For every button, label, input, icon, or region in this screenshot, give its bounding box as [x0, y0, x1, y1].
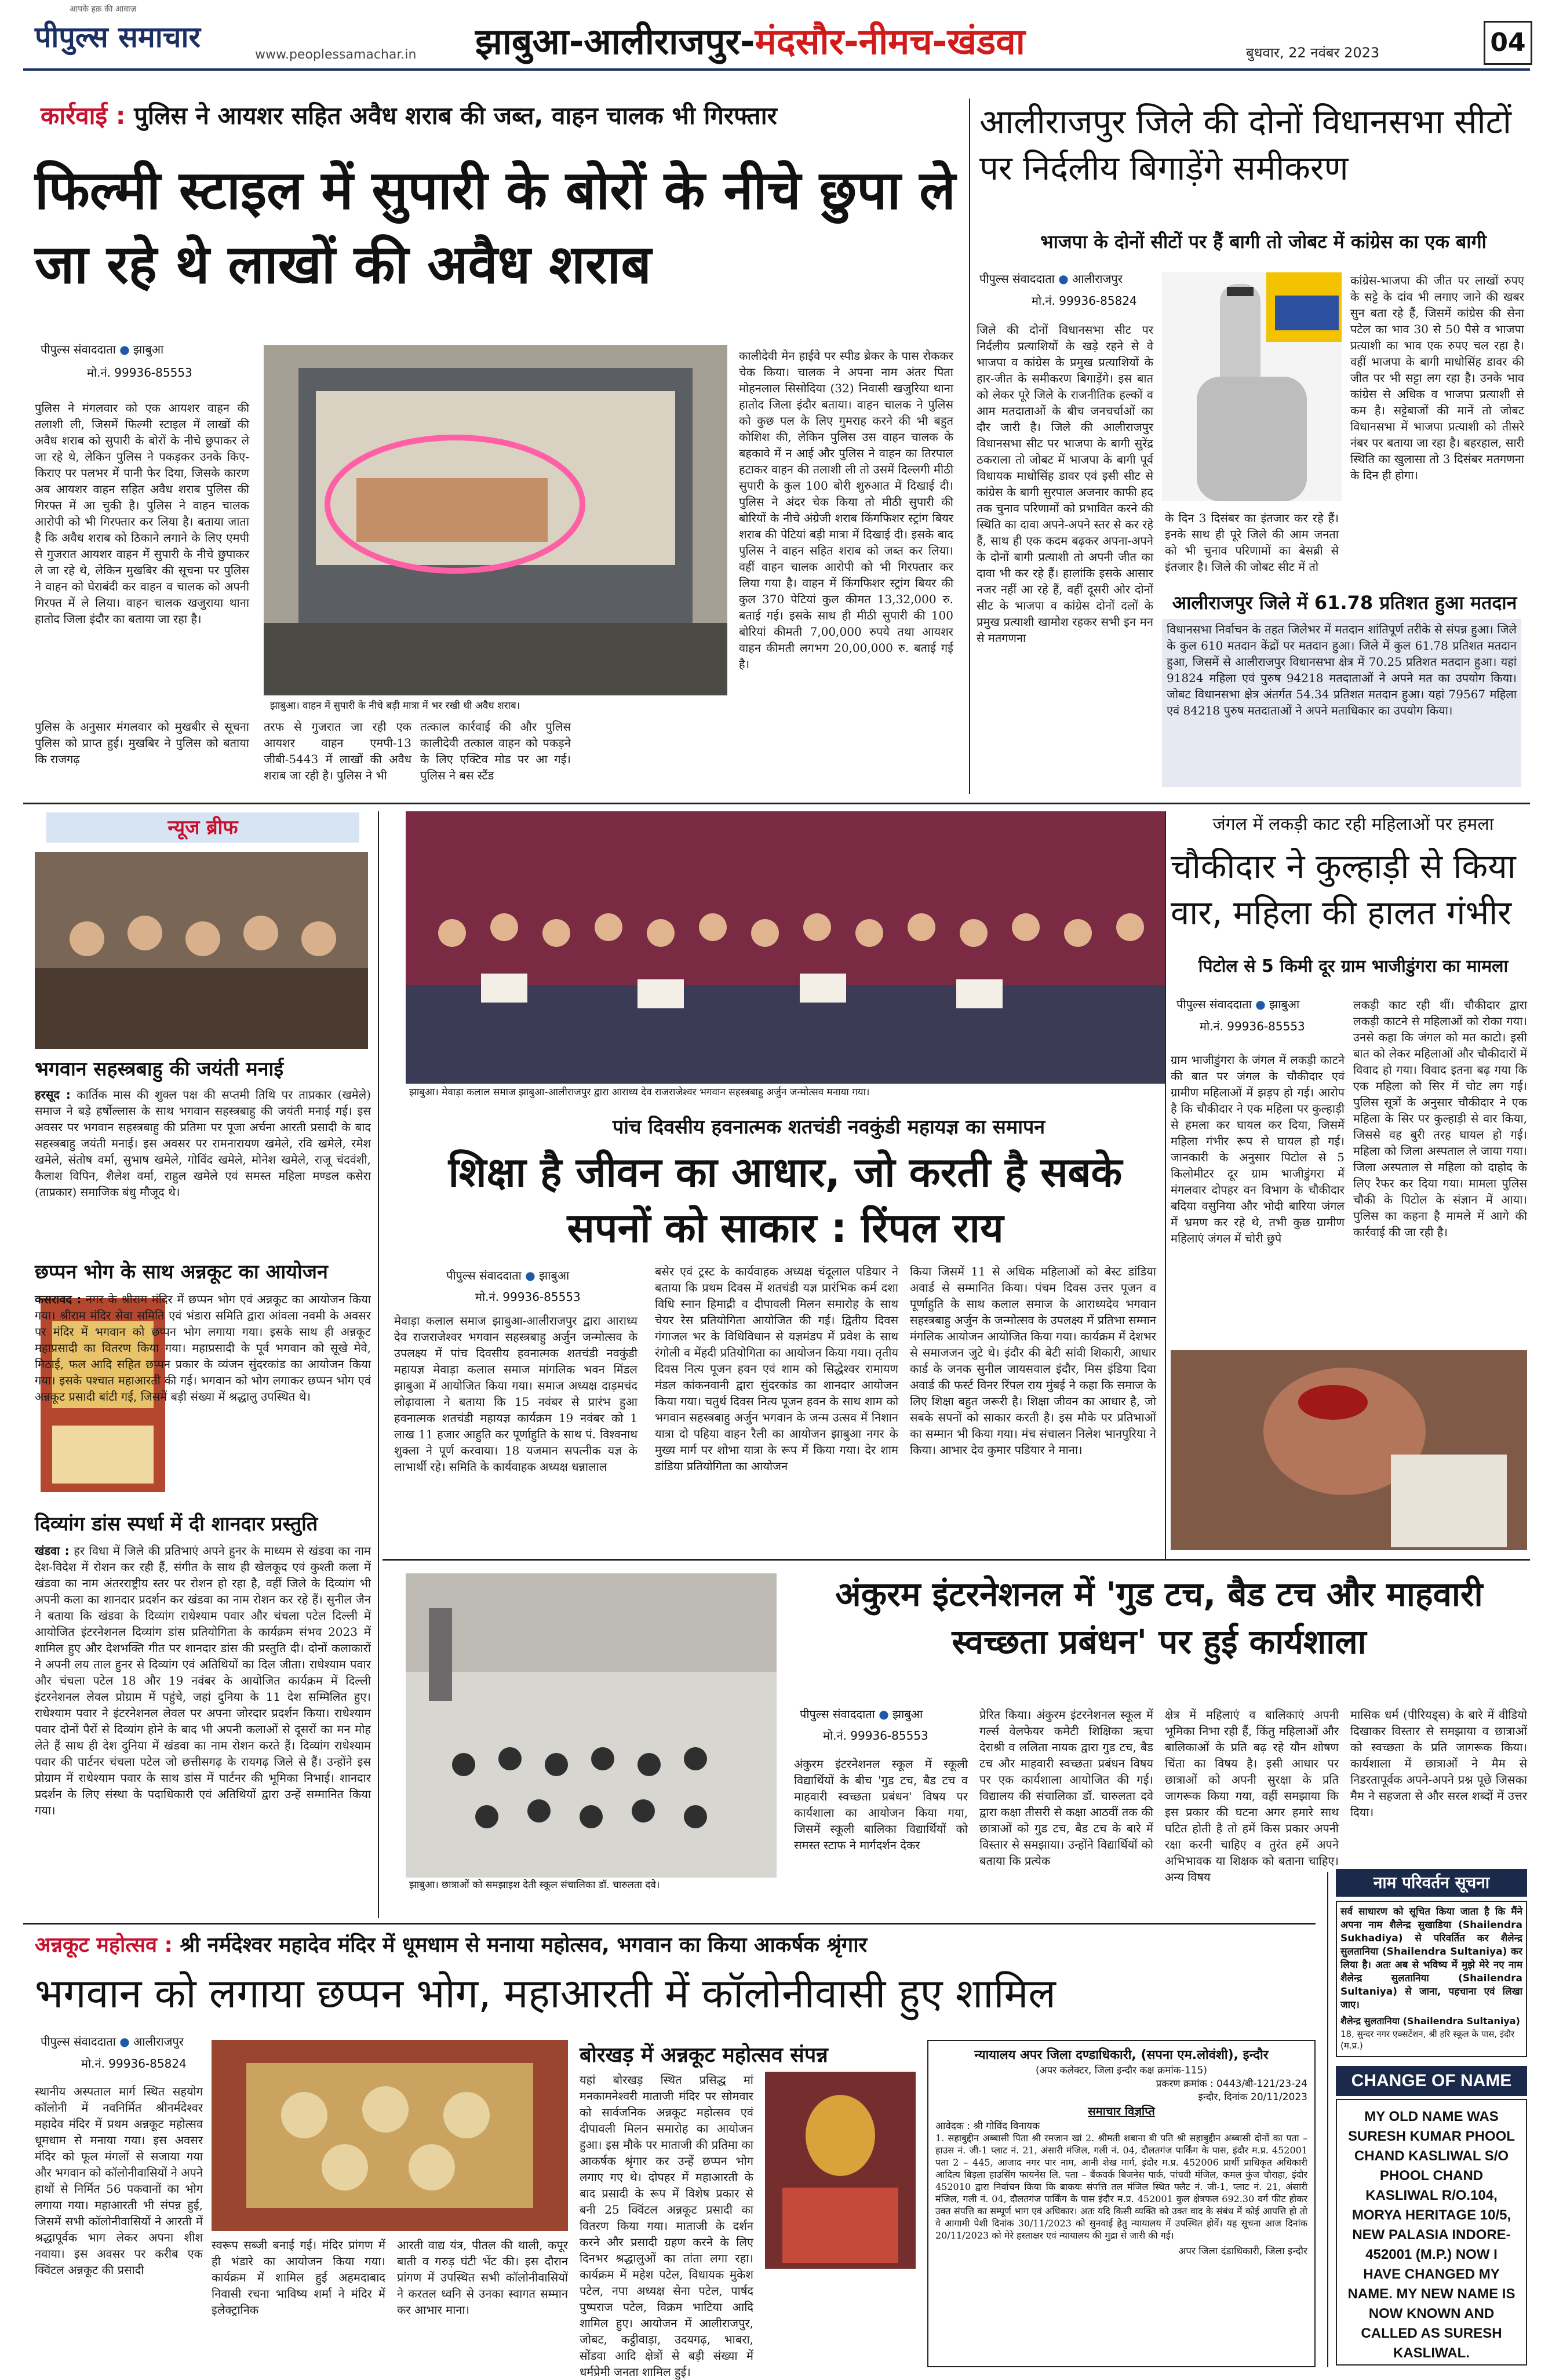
region-title — [475, 16, 1025, 65]
story6-col2: स्वरूप सब्जी बनाई गई। मंदिर प्रांगण में ही भंडारे का आयोजन किया गया। कार्यक्रम में शामिल हुई अहमदाबाद निवासी रचना भाविष्य शर्मा ने मंदिर में इलेक्ट्रानिक — [212, 2238, 385, 2317]
court-title: न्यायालय अपर जिला दण्डाधिकारी, (सपना एम.लोवंशी), इन्दौर — [974, 2048, 1269, 2062]
story3-headline: शिक्षा है जीवन का आधार, जो करती है सबके सपनों को साकार : रिंपल राय — [448, 1149, 1123, 1252]
notice-body: 1. सहाबुद्दीन अब्बासी पिता श्री रमजान खां 2. श्रीमती शबाना बी पति श्री सहाबुद्दीन अब्बासी दोनों का पता – हाउस नं. जी-1 प्लाट नं. 21, अंसारी मंजिल, गली नं. 04, दौलतगंज पार्किंग के पास, इंदौर म.प्र. 452001 पता 2 – 445, आजाद नगर पार नाम, आनी शेख मार्ग, इंदौर म.प्र. 452006 प्रार्थी प्राधिकृत अधिकारी आदित्य बिड़ला हाउसिंग फायनेंस लि. पता – बैंकवर्क बिजनेस पार्क, पांचवी मंजिल, कमल कुंज चौराहा, इंदौर 452010 द्वारा निर्वाचन किया कि बाकयः संपत्ति तल मंजिल स्थित फ्लैट नं. जी-1, प्लाट नं. 21, अंसारी मंजिल, गली नं. 04, दौलतगंज पार्किंग के पास इंदौर म.प्र. 452001 कुल क्षेत्रफल 692.30 वर्ग फीट होकर उक्त संपत्ति का सम्पूर्ण भाग एवं अधिकार। अतः यदि किसी व्यक्ति को उक्त वाद के संबंध में कोई आपत्ति हो तो वे आगामी पेशी दिनांक 30/11/2023 को सुनवाई हेतु न्यायालय में उपस्थित होवें। यह सूचना आज दिनांक 20/11/2023 को मेरे हस्ताक्षर एवं न्यायालय की मुद्रा से जारी की गई। — [935, 2133, 1307, 2241]
story1-col1b: पुलिस के अनुसार मंगलवार को मुखबीर से सूचना पुलिस को प्राप्त हुई। मुखबिर ने पुलिस को बताया कि राजगढ़ — [35, 720, 249, 766]
story5-byline: पीपुल्स संवाददाता ● झाबुआ — [800, 1707, 923, 1721]
byline-place: झाबुआ — [539, 1269, 570, 1282]
story2-box-title: आलीराजपुर जिले में 61.78 प्रतिशत हुआ मतदान — [1172, 592, 1517, 614]
brief-item3-title: दिव्यांग डांस स्पर्धा में दी शानदार प्रस्तुति — [35, 1512, 318, 1536]
byline-name: पीपुल्स संवाददाता — [41, 342, 116, 356]
story3-mobile: मो.नं. 99936-85553 — [475, 1290, 581, 1304]
story4-kicker: जंगल में लकड़ी काट रही महिलाओं पर हमला — [1212, 814, 1494, 834]
truck-photo-illustration — [264, 345, 727, 695]
story5-photo-caption: झाबुआ। छात्राओं को समझाइश देती स्कूल संचालिका डॉ. चारुलता दवे। — [406, 1878, 784, 1893]
story2-mobile: मो.नं. 99936-85824 — [1032, 294, 1137, 308]
notice-heading: समाचार विज्ञप्ति — [1088, 2104, 1155, 2118]
story2-byline: पीपुल्स संवाददाता ● आलीराजपुर — [979, 272, 1123, 286]
story6-sub-text-tail — [765, 2275, 916, 2367]
story5-mobile: मो.नं. 99936-85553 — [823, 1729, 928, 1743]
story1-headline: फिल्मी स्टाइल में सुपारी के बोरों के नीचे छुपा ले जा रहे थे लाखों की अवैध शराब — [35, 159, 956, 296]
notice-applicant: आवेदक : श्री गोविंद विनायक — [935, 2120, 1040, 2132]
award-ceremony-illustration — [406, 811, 1165, 1084]
logo-text: पीपुल्स समाचार — [35, 20, 201, 54]
byline-name: पीपुल्स संवाददाता — [446, 1269, 522, 1282]
story2-col2: के दिन 3 दिसंबर का इंतजार कर रहे हैं। इनके साथ ही पूरे जिले की आम जनता को भी चुनाव परिणामों का बेसब्री से इंतजार है। जिले की जोबट सीट में तो — [1165, 511, 1339, 574]
region-title-red: मंदसौर-नीमच-खंडवा — [755, 20, 1025, 63]
story6-mobile: मो.नं. 99936-85824 — [81, 2057, 187, 2071]
story1-kicker-text: पुलिस ने आयशर सहित अवैध शराब की जब्त, वाहन चालक भी गिरफ्तार — [134, 101, 777, 130]
name-change-en-body: MY OLD NAME WAS SURESH KUMAR PHOOL CHAND KASLIWAL S/O PHOOL CHAND KASLIWAL R/O.104, MORYA HERITAGE 10/5, NEW PALASIA INDORE-452001 (M.P.) NOW I HAVE CHANGED MY NAME. MY NEW NAME IS NOW KNOWN AND CALLED AS SURESH KASLIWAL. — [1336, 2099, 1527, 2366]
notice-date: इन्दौर, दिनांक 20/11/2023 — [1198, 2091, 1307, 2103]
story6-photo2 — [765, 2072, 916, 2269]
story4-photo — [1171, 1350, 1527, 1550]
story3-kicker: पांच दिवसीय हवनात्मक शतचंडी नवकुंडी महायज्ञ का समापन — [612, 1116, 1045, 1139]
story5-col3: क्षेत्र में महिलाएं व बालिकाएं अपनी भूमिका निभा रही हैं, किंतु महिलाओं और बालिकाओं के प्रति बढ़ रहे यौन शोषण चिंता का विषय है। इसी आधार पर छात्राओं को अपनी सुरक्षा के प्रति जागरूक किया गया, वहीं समझाया कि इस प्रकार की घटना अगर हमारे साथ घटित होती है तो हमें किस प्रकार अपनी रक्षा करनी चाहिए व तुरंत हमें अपने अभिभावक या शिक्षक को बताना चाहिए। अन्य विषय — [1165, 1708, 1339, 1884]
story5-headline: अंकुरम इंटरनेशनल में 'गुड टच, बैड टच और माहवारी स्वच्छता प्रबंधन' पर हुई कार्यशाला — [835, 1574, 1483, 1661]
masthead — [0, 0, 1552, 70]
story6-col3: आरती वाद्य यंत्र, पीतल की थाली, कपूर बाती व गरुड़ घंटी भेंट की। इस दौरान प्रांगण में उपस्थित सभी कॉलोनीवासियों ने करतल ध्वनि से उनका स्वागत सम्मान कर आभार माना। — [397, 2238, 568, 2317]
name-change-hi-body — [1336, 1901, 1527, 2057]
story1-photo — [264, 345, 727, 695]
brief-item2-body: नगर के श्रीराम मंदिर में छप्पन भोग एवं अन्नकूट का आयोजन किया गया। श्रीराम मंदिर सेवा समिति एवं भंडारा समिति द्वारा आंवला नवमी के अवसर पर मंदिर में भगवान को छप्पन भोग लगाया गया। इसके साथ ही अन्नकूट महाप्रसादी का वितरण किया गया। महाप्रसादी के पूर्व भगवान को सूखे मेवे, मिठाई, फल आदि सहित छप्पन प्रकार के व्यंजन सुंदरकांड का आयोजन किया गया। इसके पश्चात महाआरती की गई। भगवान को भोग लगाकर छप्पन भोग एवं अन्नकूट प्रसादी बांटी गई, जिसमें बड़ी संख्या में श्रद्धालु उपस्थित थे। — [35, 1292, 371, 1404]
story1-mobile: मो.नं. 99936-85553 — [87, 366, 192, 380]
section-rule — [23, 1923, 1316, 1925]
story6-sub-title: बोरखड़ में अन्नकूट महोत्सव संपन्न — [580, 2043, 828, 2067]
name-change-hi-text: सर्व साधारण को सूचित किया जाता है कि मैंने अपना नाम शैलेन्द्र सुखाडिया (Shailendra Sukhadiya) से परिवर्तित कर शैलेन्द्र सुलतानिया (Shailendra Sultaniya) कर लिया है। अतः अब से भविष्य में मुझे मेरे नए नाम शैलेन्द्र सुलतानिया (Shailendra Sultaniya) से जाना, पहचाना एवं लिखा जाए। — [1340, 1906, 1522, 2011]
story5-col1: अंकुरम इंटरनेशनल स्कूल में स्कूली विद्यार्थियों के बीच 'गुड टच, बैड टच व माहवारी स्वच्छता प्रबंधन' विषय पर कार्यशाला का आयोजन किया गया, जिसमें स्कूली बालिका विद्यार्थियों को समस्त स्टाफ ने मार्गदर्शन देकर — [794, 1757, 968, 1852]
story1-kicker-label: कार्रवाई : — [41, 101, 126, 130]
name-change-hi-address: 18, सुन्दर नगर एक्सटेंशन, श्री हरि स्कूल के पास, इंदौर (म.प्र.) — [1340, 2029, 1515, 2051]
masthead-url[interactable]: www.peoplessamachar.in — [255, 48, 417, 62]
byline-place: झाबुआ — [133, 342, 164, 356]
brief-item3-body: हर विधा में जिले की प्रतिभाएं अपने हुनर के माध्यम से खंडवा का नाम देश-विदेश में रोशन कर रही हैं, संगीत के साथ ही खेलकूद एवं कुश्ती कला में खंडवा का नाम अंतरराष्ट्रीय स्तर पर रोशन हो रहा है, वहीं जिले के दिव्यांग भी अपनी कला का शानदार प्रदर्शन कर खंडवा का नाम रोशन कर रहे हैं। सुनील जैन ने बताया कि खंडवा के दिव्यांग राधेश्याम पवार और चंचला पटेल दिल्ली में आयोजित इंटरनेशनल दिव्यांग डांस प्रतियोगिता के कार्यक्रम संभव 2023 में शामिल हुए और देशभक्ति गीत पर शानदार डांस की प्रस्तुति दी। दोनों कलाकारों ने अपनी लय ताल हुनर से दिव्यांग एवं अतिथियों का दिल जीता। राधेश्याम पवार और चंचला पटेल 18 और 19 नवंबर के आयोजित कार्यक्रम में दिल्ली इंटरनेशनल लेवल प्रोग्राम में पहुंचे, जहां दुनिया के 11 देश सम्मिलित हुए। राधेश्याम पवार ने इंटरनेशनल लेवल पर अपना जोरदार प्रदर्शन किया। राधेश्याम पवार दोनों पैरों से दिव्यांग होने के बाद भी अपनी कलाओं से दूसरों का मन मोह लेते हैं साथ ही देश दुनिया में खंडवा का नाम रोशन करते हैं। दिव्यांग राधेश्याम पवार की पार्टनर चंचला पटेल जो छत्तीसगढ़ के रायगढ़ जिले से हैं। उन्होंने इस प्रोग्राम में राधेश्याम पवार के साथ डांस में पार्टनर की भूमिका निभाई। शानदार प्रदर्शन के लिए संस्था के पदाधिकारी एवं अतिथियों द्वारा उन्हें सम्मानित किया गया। — [35, 1544, 371, 1817]
name-change-en-title: CHANGE OF NAME — [1336, 2066, 1527, 2096]
goddess-idol-illustration — [765, 2072, 916, 2269]
story3-col1: मेवाड़ा कलाल समाज झाबुआ-आलीराजपुर द्वारा आराध्य देव राजराजेश्वर भगवान सहस्त्रबाहु अर्जुन जन्मोत्सव के उपलक्ष्य में पांच दिवसीय हवनात्मक शतचंडी नवकुंडी महायज्ञ मेवाड़ा कलाल समाज मांगलिक भवन मिंडल झाबुआ में आयोजित किया गया। समाज अध्यक्ष दाड़मचंद लोढ़ावाला ने बताया कि 15 नवंबर से प्रारंभ हुआ हवनात्मक शतचंडी महायज्ञ कार्यक्रम 19 नवंबर को 1 लाख 11 हजार आहुति कर पूर्णाहुति के साथ पं. विश्वनाथ शुक्ला ने पूर्ण करवाया। 18 यजमान सपत्नीक यज्ञ के लाभार्थी रहे। समिति के कार्यवाहक अध्यक्ष धन्नालाल — [394, 1314, 637, 1474]
story4-subhead: पिटोल से 5 किमी दूर ग्राम भाजीडुंगरा का मामला — [1198, 956, 1509, 976]
annakut-bhog-illustration — [212, 2040, 568, 2231]
story3-byline: पीपुल्स संवाददाता ● झाबुआ — [446, 1269, 570, 1282]
column-divider — [969, 99, 970, 794]
story6-byline: पीपुल्स संवाददाता ● आलीराजपुर — [41, 2035, 184, 2049]
court-notice — [927, 2040, 1316, 2367]
column-divider — [1327, 1872, 1328, 2367]
section-rule — [23, 803, 1530, 804]
byline-name: पीपुल्स संवाददाता — [41, 2035, 116, 2049]
story2-col3: कांग्रेस-भाजपा की जीत पर लाखों रुपए के सट्टे के दांव भी लगाए जाने की खबर सुन बता रहे हैं, जिसमें कांग्रेस की सेना पटेल का भाव 30 से 50 पैसे व भाजपा प्रत्याशी का भाव एक रुपए चल रहा है। वहीं भाजपा के बागी माधोसिंह डावर की जीत पर भी सट्टा लग रहा है। उनके भाव कांग्रेस से अधिक व भाजपा प्रत्याशी से कम है। सट्टेबाजों की मानें तो जोबट विधानसभा में भाजपा प्रत्याशी को तीसरे नंबर पर बताया जा रहा है। बहरहाल, सारी स्थिति का खुलासा तो 3 दिसंबर मतगणना के दिन ही होगा। — [1350, 274, 1524, 482]
brief-item3-place: खंडवा : — [35, 1544, 70, 1558]
brief-item1-place: हरसूद : — [35, 1088, 71, 1102]
story2-subhead: भाजपा के दोनों सीटों पर हैं बागी तो जोबट में कांग्रेस का एक बागी — [1040, 231, 1487, 253]
group-photo-illustration — [35, 852, 368, 1049]
story6-col1: स्थानीय अस्पताल मार्ग स्थित सहयोग कॉलोनी में नवनिर्मित श्रीनर्मदेश्वर महादेव मंदिर में प्रथम अन्नकूट महोत्सव धूमधाम से मनाया गया। इस अवसर मंदिर को फूल मंगलों से सजाया गया और भगवान को कॉलोनीवासियों ने अपने हाथों से निर्मित 56 पकवानों का भोग लगाया गया। महाआरती भी संपन्न हुई, जिसमें सभी कॉलोनीवासियों ने आरती में श्रद्धापूर्वक भाग लेकर अपना शीश नवाया। इस अवसर पर करीब एक क्विंटल अन्नकूट की प्रसादी — [35, 2084, 203, 2277]
story5-col4: मासिक धर्म (पीरियड्स) के बारे में वीडियो दिखाकर विस्तार से समझाया व छात्राओं को स्वच्छता के प्रति जागरूक किया। कार्यशाला में छात्राओं ने मैम से निडरतापूर्वक अपने-अपने प्रश्न पूछे जिसका मैम ने सहजता से और सरल शब्दों में उत्तर दिया। — [1350, 1708, 1527, 1819]
brief-item1-text — [35, 1087, 371, 1260]
byline-place: आलीराजपुर — [133, 2035, 184, 2049]
story1-photo-caption: झाबुआ। वाहन में सुपारी के नीचे बड़ी मात्रा में भर रखी थी अवैध शराब। — [267, 698, 731, 713]
story1-col2: तरफ से गुजरात जा रही एक आयशर वाहन एमपी-13 जीबी-5443 में लाखों की अवैध शराब जा रही है। पुलिस ने भी — [264, 720, 411, 782]
name-change-hi-title: नाम परिवर्तन सूचना — [1336, 1869, 1527, 1897]
story6-kicker-text: श्री नर्मदेश्वर महादेव मंदिर में धूमधाम से मनाया महोत्सव, भगवान का किया आकर्षक श्रृंगार — [180, 1933, 868, 1957]
story2-photo — [1162, 272, 1342, 501]
story5-col2: प्रेरित किया। अंकुरम इंटरनेशनल स्कूल में गर्ल्स वेलफेयर कमेटी शिक्षिका ऋचा देराश्री व ललिता नायक द्वारा गुड टच, बैड टच और माहवारी स्वच्छता प्रबंधन विषय पर एक कार्यशाला आयोजित की गई। विद्यालय की संचालिका डॉ. चारुलता दवे द्वारा कक्षा तीसरी से कक्षा आठवीं तक की छात्राओं को गुड टच, बैड टच के बारे में विस्तार से समझाया। उन्होंने विद्यार्थियों को बताया कि प्रत्येक — [979, 1708, 1153, 1868]
byline-place: झाबुआ — [892, 1707, 923, 1721]
story6-photo1 — [212, 2040, 568, 2231]
column-divider — [1165, 811, 1166, 1559]
notice-signature: अपर जिला दंडाधिकारी, जिला इन्दौर — [1178, 2246, 1307, 2257]
page-number: 04 — [1484, 21, 1532, 65]
story3-photo-caption: झाबुआ। मेवाड़ा कलाल समाज झाबुआ-आलीराजपुर द्वारा आराध्य देव राजराजेश्वर भगवान सहस्त्रबाहु अर्जुन जन्मोत्सव मनाया गया। — [406, 1085, 1166, 1100]
story1-col3: तत्काल कार्रवाई की और पुलिस कालीदेवी तत्काल वाहन को पकड़ने के लिए एक्टिव मोड पर आ गई। पुलिस ने बस स्टैंड — [420, 720, 571, 782]
story4-col1: ग्राम भाजीडुंगरा के जंगल में लकड़ी काटने की बात पर जंगल के चौकीदार एवं ग्रामीण महिलाओं में झड़प हो गई। आरोप है कि चौकीदार ने एक महिला पर कुल्हाड़ी से हमला कर घायल कर दिया, जिसमें महिला गंभीर रूप से घायल हो गई। जानकारी के अनुसार पिटोल से 5 किलोमीटर दूर ग्राम भाजीडुंगरा में मंगलवार दोपहर वन विभाग के चौकीदार बदिया वसुनिया और भोदी बारिया जंगल में भ्रमण कर रहे थे, तभी कुछ ग्रामीण महिलाएं जंगल में चोरी छुपे — [1171, 1053, 1345, 1245]
story1-kicker — [41, 99, 968, 132]
story4-headline: चौकीदार ने कुल्हाड़ी से किया वार, महिला की हालत गंभीर — [1171, 847, 1516, 932]
byline-place: आलीराजपुर — [1072, 272, 1123, 286]
byline-place: झाबुआ — [1269, 997, 1300, 1011]
masthead-logo — [35, 13, 201, 59]
court-subtitle: (अपर कलेक्टर, जिला इन्दौर कक्ष क्रमांक-115) — [1035, 2065, 1208, 2076]
story6-kicker-label: अन्नकूट महोत्सव : — [35, 1933, 173, 1957]
brief-label: न्यूज ब्रीफ — [46, 812, 359, 843]
brief-item1-title: भगवान सहस्त्रबाहु की जयंती मनाई — [35, 1058, 284, 1081]
story1-col4: कालीदेवी मेन हाईवे पर स्पीड ब्रेकर के पास रोककर चेक किया। चालक ने अपना नाम अंतर पिता मोहनलाल सिसोदिया (32) निवासी खजुरिया थाना हातोद जिला इंदौर बताया। वाहन चालक ने पुलिस को कुछ पल के लिए गुमराह करने की भी बहुत कोशिश की, लेकिन पुलिस उस वाहन चालक के बहकावे में न आई और पुलिस ने वाहन का तिरपाल हटाकर वाहन की तलाशी ली तो उसमें दिल्लगी मीठी सुपारी के कुल 100 बोरी शुरुआत में दिखाई दी। पुलिस ने अंदर चेक किया तो मीठी सुपारी की बोरियों के नीचे अंग्रेजी शराब किंगफिशर स्ट्रांग बियर शराब की पेटियां बड़ी मात्रा में दिखाई दी। इसके बाद पुलिस ने वाहन सहित शराब को जब्त कर लिया। वहीं वाहन चालक आरोपी को भी गिरफ्तार कर लिया गया है। वाहन में किंगफिशर स्ट्रांग बियर की कुल 370 पेटियां कुल कीमत 13,32,000 रु. बताई गई। इसके साथ ही मीठी सुपारी की 100 बोरियां कीमती 7,00,000 रुपये तथा आयशर वाहन कीमती लगभग 20,00,000 रु. बताई गई है। — [739, 349, 953, 671]
story3-col3: किया जिसमें 11 से अधिक महिलाओं को बेस्ट डांडिया अवार्ड से सम्मानित किया। पंचम दिवस उत्तर पूजन व पूर्णाहुति के साथ कलाल समाज के आराध्यदेव भगवान सहस्त्रबाहु अर्जुन के जन्मोत्सव के उपलक्ष्य में प्रतिभा सम्मान मंगलिक आयोजन आयोजित किया गया। कार्यक्रम में देशभर से समाजजन जुटे थे। इंदौर की बेटी सांवी शिकारी, आधार कार्ड के जनक सुनील जायसवाल इंदौर, मिस इंडिया दिवा अवार्ड की फर्स्ट विनर रिंपल राय मुंबई ने कहा कि समाज के लिए शिक्षा बहुत जरूरी है। शिक्षा जीवन का आधार है, जो सबके सपनों को साकार करती है। इस मौके पर प्रतिभाओं का सम्मान भी किया गया। मंच संचालन निलेश भानपुरिया ने किया। आभार देव कुमार पडियार ने माना। — [910, 1264, 1156, 1457]
story1-col1: पुलिस ने मंगलवार को एक आयशर वाहन की तलाशी ली, जिसमें फिल्मी स्टाइल में लाखों की अवैध शराब को सुपारी के बोरों के नीचे छुपाकर ले जा रहे थे, लेकिन पुलिस ने पकड़कर उनके किए-किराए पर पलभर में पानी फेर दिया, जिसके कारण अब आयशर वाहन सहित अवैध शराब पुलिस की गिरफ्त में आ चुकी है। पुलिस ने वाहन चालक आरोपी को भी गिरफ्तार कर लिया है। बताया जाता है कि अवैध शराब को ठिकाने लगाने के लिए एमपी से गुजरात आयशर वाहन में सुपारी के नीचे छुपाकर ले जा रहे थे, लेकिन मुखबिर की सूचना पर पुलिस ने वाहन को घेराबंदी कर वाहन व चालक को अपनी गिरफ्त में ले लिया। वाहन चालक खजुराया थाना हातोद जिला इंदौर का बताया जा रहा है। — [35, 401, 249, 626]
byline-name: पीपुल्स संवाददाता — [979, 272, 1055, 286]
story2-col1: जिले की दोनों विधानसभा सीट पर निर्दलीय प्रत्याशियों के खड़े रहने से वे भाजपा व कांग्रेस के प्रमुख प्रत्याशियों के हार-जीत के समीकरण बिगाड़ेंगे। इस बात को लेकर पूरे जिले के राजनीतिक हल्कों व आम मतदाताओं के बीच जनचर्चाओं का दौर जारी है। जिले की आलीराजपुर विधानसभा सीट पर भाजपा के बागी सुरेंद्र ठकराला तो जोबट में भाजपा के बागी पूर्व विधायक माधोसिंह डावर एवं इसी सीट से कांग्रेस के बागी सुरपाल अजनार काफी हद तक चुनाव परिणामों को प्रभावित करने की स्थिति का दावा अपने-अपने स्तर से कर रहे हैं, साथ ही एक कदम बढ़कर अपना-अपने के दोनों बागी प्रत्याशी तो अपनी जीत का दावा भी कर रहे हैं। हालांकि इसके आसार नजर नहीं आ रहे हैं, वहीं दूसरी ओर दोनों सीट के भाजपा व कांग्रेस दोनों दलों के प्रमुख प्रत्याशी खामोश रहकर सभी इन मन से मतगणना — [977, 323, 1153, 645]
brief-item2-place: कसरावद : — [35, 1292, 82, 1306]
voting-finger-illustration — [1162, 272, 1342, 501]
story6-kicker — [35, 1930, 1310, 1958]
story5-photo — [406, 1573, 777, 1878]
brief-item2-text — [35, 1291, 371, 1506]
story1-byline: पीपुल्स संवाददाता ● झाबुआ — [41, 342, 164, 356]
story4-byline: पीपुल्स संवाददाता ● झाबुआ — [1176, 997, 1300, 1011]
brief-item1-body: कार्तिक मास की शुक्ल पक्ष की सप्तमी तिथि पर ताप्रकार (खमेले) समाज ने बड़े हर्षोल्लास के साथ भगवान सहस्त्रबाहु की जयंती मनाई गई। इस अवसर पर भगवान सहस्त्रबाहु की प्रतिमा पर पूजा अर्चना आरती प्रसादी के बाद सहस्त्रबाहु जयंती मनाई। इस अवसर पर रामनारायण खमेले, रवि खमेले, रमेश खमेले, संतोष वर्मा, सुभाष खमेले, गोविंद खमेले, मोनेश खमेले, राजू चंदवंशी, कैलाश विपिन, शैलेश वर्मा, राहुल खमेले एवं समस्त महिला मण्डल कसेरा (ताप्रकार) समाजिक बंधु मौजूद थे। — [35, 1088, 371, 1199]
byline-name: पीपुल्स संवाददाता — [1176, 997, 1252, 1011]
story6-headline: भगवान को लगाया छप्पन भोग, महाआरती में कॉलोनीवासी हुए शामिल — [35, 1970, 1056, 2017]
name-change-hi-sign: शैलेन्द्र सुलतानिया (Shailendra Sultaniya) — [1340, 2015, 1520, 2027]
region-title-black: झाबुआ-आलीराजपुर- — [475, 20, 755, 63]
section-rule — [382, 1559, 1530, 1561]
issue-date: बुधवार, 22 नवंबर 2023 — [1246, 45, 1380, 61]
story6-sub-text: यहां बोरखड़ स्थित प्रसिद्ध मां मनकामनेश्वरी माताजी मंदिर पर सोमवार को सार्वजनिक अन्नकूट महोत्सव एवं दीपावली मिलन समारोह का आयोजन हुआ। इस मौके पर माताजी की प्रतिमा का आकर्षक श्रृंगार कर उन्हें छप्पन भोग लगाए गए थे। दोपहर में महाआरती के बाद प्रसादी के रूप में विशेष प्रकार से बनी 25 क्विंटल अन्नकूट प्रसादी का वितरण किया गया। माताजी के दर्शन करने और प्रसादी ग्रहण करने के लिए दिनभर श्रद्धालुओं का तांता लगा रहा। कार्यक्रम में महेश पटेल, विधायक मुकेश पटेल, नपा अध्यक्ष सेना पटेल, पार्षद पुष्पराज पटेल, विक्रम भाटिया आदि शामिल हुए। आयोजन में आलीराजपुर, जोबट, कट्ठीवाड़ा, उदयगढ़, भाबरा, सोंडवा आदि क्षेत्रों से बड़ी संख्या में धर्मप्रेमी जनता शामिल हुई। — [580, 2073, 753, 2379]
story2-headline: आलीराजपुर जिले की दोनों विधानसभा सीटों पर निर्दलीय बिगाड़ेंगे समीकरण — [979, 102, 1511, 188]
story3-col2: बसेर एवं ट्रस्ट के कार्यवाहक अध्यक्ष चंदूलाल पडियार ने बताया कि प्रथम दिवस में शतचंडी यज्ञ प्रारंभिक कर्म दशा विधि स्नान हिमाद्री व दीपावली मिलन समारोह के साथ चेयर रेस प्रतियोगिता आयोजित की गई। द्वितीय दिवस गंगाजल भर के विधिविधान से यज्ञमंडप में प्रवेश के साथ रंगोली व मेंहदी प्रतियोगिता का आयोजन किया गया। तृतीय दिवस नित्य पूजन हवन एवं शाम को सिद्धेश्वर रामायण मंडल कांकनवानी द्वारा सुंदरकांड का शानदार आयोजन किया गया। चतुर्थ दिवस नित्य पूजन हवन के साथ शाम को भगवान सहस्त्रबाहु अर्जुन भगवान के जन्म उत्सव में निशान यात्रा दो पहिया वाहन रैली का आयोजन झाबुआ नगर के मुख्य मार्ग पर शोभा यात्रा के रूप में किया गया। देर शाम डांडिया प्रतियोगिता का आयोजन — [655, 1264, 898, 1473]
story2-box-text: विधानसभा निर्वाचन के तहत जिलेभर में मतदान शांतिपूर्ण तरीके से संपन्न हुआ। जिले के कुल 610 मतदान केंद्रों पर मतदान हुआ। जिले में कुल 61.78 प्रतिशत मतदान हुआ, जिसमें से आलीराजपुर विधानसभा क्षेत्र में 70.25 प्रतिशत मतदान हुआ। यहां 91824 महिला एवं पुरुष 94218 मतदाताओं ने अपने मत का उपयोग किया। जोबट विधानसभा क्षेत्र अंतर्गत 54.34 प्रतिशत मतदान हुआ। यहां 79567 महिला एवं 84218 पुरुष मतदाताओं ने अपने मताधिकार का उपयोग किया। — [1162, 619, 1521, 787]
brief-item3-text — [35, 1543, 371, 1914]
brief-photo1 — [35, 852, 368, 1049]
column-divider — [378, 811, 379, 1918]
case-number: प्रकरण क्रमांक : 0443/बी-121/23-24 — [1156, 2078, 1307, 2090]
story3-photo — [406, 811, 1165, 1084]
injured-woman-illustration — [1171, 1350, 1527, 1550]
story4-mobile: मो.नं. 99936-85553 — [1200, 1019, 1305, 1033]
story4-col2: लकड़ी काट रही थीं। चौकीदार द्वारा लकड़ी काटने से महिलाओं को रोका गया। उनसे कहा कि जंगल को मत काटो। इसी बात को लेकर महिलाओं और चौकीदारों में विवाद हो गया। विवाद इतना बढ़ गया कि एक महिला को सिर में चोट लग गई। पुलिस सूत्रों के अनुसार चौकीदार ने एक महिला के सिर पर कुल्हाड़ी से वार किया, जिससे वह बुरी तरह घायल हो गई। महिला को जिला अस्पताल ले जाया गया। जिला अस्पताल से महिला को दाहोद के लिए रैफर कर दिया गया। मामला पुलिस चौकी के पिटोल के संज्ञान में आया। पुलिस का कहना है मामले में आगे की कार्रवाई की जा रही है। — [1353, 998, 1527, 1239]
masthead-rule — [23, 68, 1530, 71]
brief-item2-title: छप्पन भोग के साथ अन्नकूट का आयोजन — [35, 1260, 328, 1284]
masthead-tagline: आपके हक़ की आवाज़ — [70, 5, 137, 14]
classroom-workshop-illustration — [406, 1573, 777, 1878]
byline-name: पीपुल्स संवाददाता — [800, 1707, 875, 1721]
